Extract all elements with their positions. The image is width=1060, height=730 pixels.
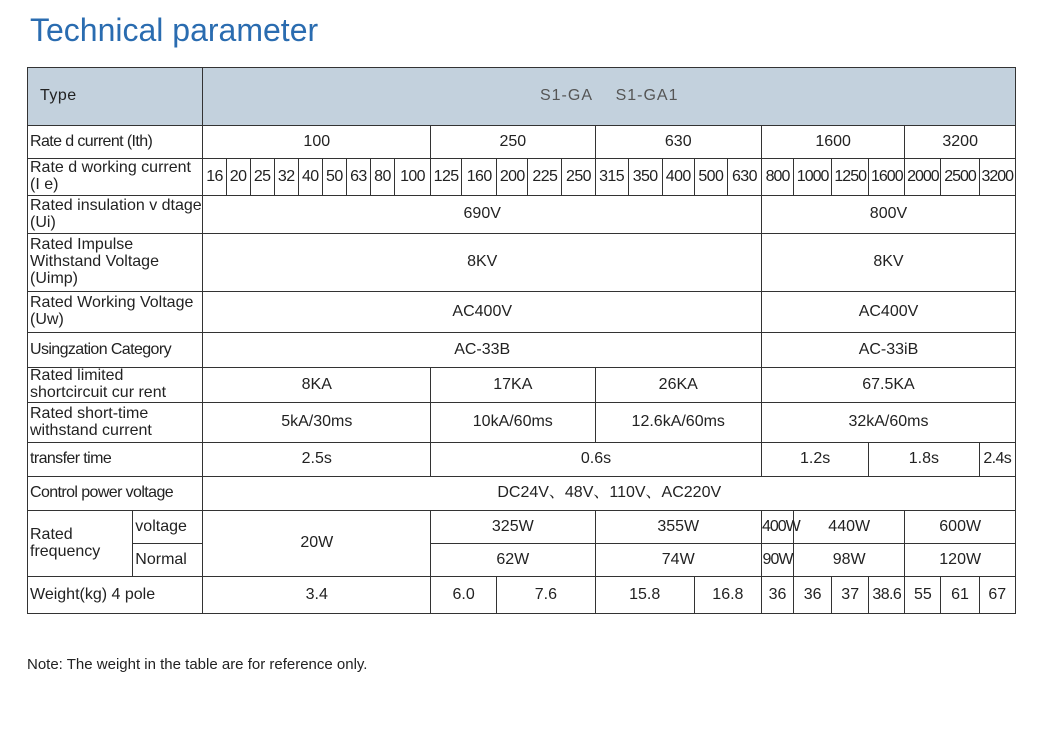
transfer-row bbox=[28, 443, 1016, 477]
table-cell: 16.8 bbox=[694, 577, 761, 614]
impulse-row bbox=[28, 234, 1016, 292]
table-cell: 225 bbox=[528, 159, 562, 196]
table-cell: 3200 bbox=[905, 126, 1016, 159]
table-cell: 55 bbox=[905, 577, 941, 614]
table-cell: 100 bbox=[203, 126, 431, 159]
table-cell: 17KA bbox=[431, 368, 595, 403]
row-label: Rated short-time withstand current bbox=[28, 403, 203, 443]
table-cell: 250 bbox=[562, 159, 595, 196]
table-cell: 400W bbox=[761, 511, 793, 544]
table-cell: 67 bbox=[979, 577, 1015, 614]
table-cell: 500 bbox=[694, 159, 727, 196]
table-cell: 7.6 bbox=[497, 577, 595, 614]
table-cell: 61 bbox=[941, 577, 979, 614]
table-cell: AC400V bbox=[203, 292, 761, 333]
working-voltage-row bbox=[28, 292, 1016, 333]
table-cell: 5kA/30ms bbox=[203, 403, 431, 443]
frequency-normal-row bbox=[28, 544, 1016, 577]
table-cell: 2.5s bbox=[203, 443, 431, 477]
table-cell: 1.8s bbox=[869, 443, 979, 477]
page-title: Technical parameter bbox=[30, 12, 319, 48]
table-cell: 37 bbox=[832, 577, 869, 614]
table-cell: 120W bbox=[905, 544, 1016, 577]
table-cell: 6.0 bbox=[431, 577, 497, 614]
table-cell: 32kA/60ms bbox=[761, 403, 1015, 443]
table-cell: 355W bbox=[595, 511, 761, 544]
table-cell: 3.4 bbox=[203, 577, 431, 614]
row-label: Rated Impulse Withstand Voltage (Uimp) bbox=[28, 234, 203, 292]
table-cell: 50 bbox=[322, 159, 346, 196]
row-label: Rated Working Voltage (Uw) bbox=[28, 292, 203, 333]
sub-label: Normal bbox=[133, 544, 203, 577]
table-cell: 1000 bbox=[794, 159, 832, 196]
table-cell: 67.5KA bbox=[761, 368, 1015, 403]
table-cell: 2000 bbox=[905, 159, 941, 196]
table-cell: 98W bbox=[794, 544, 905, 577]
table-cell: 690V bbox=[203, 196, 761, 234]
table-cell: 1250 bbox=[832, 159, 869, 196]
table-cell: AC-33iB bbox=[761, 333, 1015, 368]
table-cell: 125 bbox=[431, 159, 462, 196]
table-cell: AC400V bbox=[761, 292, 1015, 333]
table-cell: 800V bbox=[761, 196, 1015, 234]
technical-parameter-table bbox=[27, 67, 1016, 614]
table-cell: 63 bbox=[346, 159, 370, 196]
table-cell: 800 bbox=[761, 159, 793, 196]
table-cell: 26KA bbox=[595, 368, 761, 403]
table-cell: AC-33B bbox=[203, 333, 761, 368]
table-cell: DC24V、48V、110V、AC220V bbox=[203, 477, 1016, 511]
type-row bbox=[28, 68, 1016, 126]
row-label: Rate d working current (I e) bbox=[28, 159, 203, 196]
table-cell: 440W bbox=[794, 511, 905, 544]
row-label: Rated insulation v dtage (Ui) bbox=[28, 196, 203, 234]
table-cell: 8KV bbox=[203, 234, 761, 292]
table-cell: 1.2s bbox=[761, 443, 868, 477]
table-cell: 350 bbox=[628, 159, 662, 196]
row-label: Usingzation Category bbox=[28, 333, 203, 368]
table-cell: 100 bbox=[394, 159, 430, 196]
table-cell: 200 bbox=[497, 159, 528, 196]
table-cell: 12.6kA/60ms bbox=[595, 403, 761, 443]
frequency-voltage-row bbox=[28, 511, 1016, 544]
short-time-row bbox=[28, 403, 1016, 443]
table-cell: 0.6s bbox=[431, 443, 762, 477]
table-cell: 16 bbox=[203, 159, 226, 196]
sub-label: voltage bbox=[133, 511, 203, 544]
table-cell: 62W bbox=[431, 544, 595, 577]
table-cell: 630 bbox=[595, 126, 761, 159]
table-cell: 3200 bbox=[979, 159, 1015, 196]
row-label: Rate d current (Ith) bbox=[28, 126, 203, 159]
table-cell: 160 bbox=[462, 159, 497, 196]
table-cell: 315 bbox=[595, 159, 628, 196]
table-cell: 36 bbox=[794, 577, 832, 614]
row-label: Rated limited shortcircuit cur rent bbox=[28, 368, 203, 403]
table-cell: 600W bbox=[905, 511, 1016, 544]
table-cell: 400 bbox=[662, 159, 694, 196]
table-cell: 74W bbox=[595, 544, 761, 577]
limited-short-row bbox=[28, 368, 1016, 403]
model-names: S1-GA S1-GA1 bbox=[203, 68, 1016, 126]
rated-current-row bbox=[28, 126, 1016, 159]
table-cell: 15.8 bbox=[595, 577, 694, 614]
row-label: Control power voltage bbox=[28, 477, 203, 511]
table-cell: 325W bbox=[431, 511, 595, 544]
type-label: Type bbox=[28, 68, 203, 126]
table-cell: 8KV bbox=[761, 234, 1015, 292]
table-cell: 250 bbox=[431, 126, 595, 159]
table-cell: 20 bbox=[226, 159, 250, 196]
table-cell: 80 bbox=[370, 159, 394, 196]
weight-row bbox=[28, 577, 1016, 614]
table-cell: 38.6 bbox=[869, 577, 905, 614]
control-row bbox=[28, 477, 1016, 511]
table-cell: 32 bbox=[274, 159, 298, 196]
table-cell: 40 bbox=[298, 159, 322, 196]
table-cell: 1600 bbox=[761, 126, 904, 159]
table-cell: 630 bbox=[727, 159, 761, 196]
row-label: transfer time bbox=[28, 443, 203, 477]
insulation-row bbox=[28, 196, 1016, 234]
table-cell: 20W bbox=[203, 511, 431, 577]
table-cell: 2.4s bbox=[979, 443, 1015, 477]
footnote: Note: The weight in the table are for reference only. bbox=[27, 656, 368, 673]
row-label: Weight(kg) 4 pole bbox=[28, 577, 203, 614]
table-cell: 1600 bbox=[869, 159, 905, 196]
row-label: Rated frequency bbox=[28, 511, 133, 577]
category-row bbox=[28, 333, 1016, 368]
table-cell: 36 bbox=[761, 577, 793, 614]
table-cell: 10kA/60ms bbox=[431, 403, 595, 443]
table-cell: 2500 bbox=[941, 159, 979, 196]
working-current-row bbox=[28, 159, 1016, 196]
table-cell: 90W bbox=[761, 544, 793, 577]
table-cell: 25 bbox=[250, 159, 274, 196]
table-cell: 8KA bbox=[203, 368, 431, 403]
